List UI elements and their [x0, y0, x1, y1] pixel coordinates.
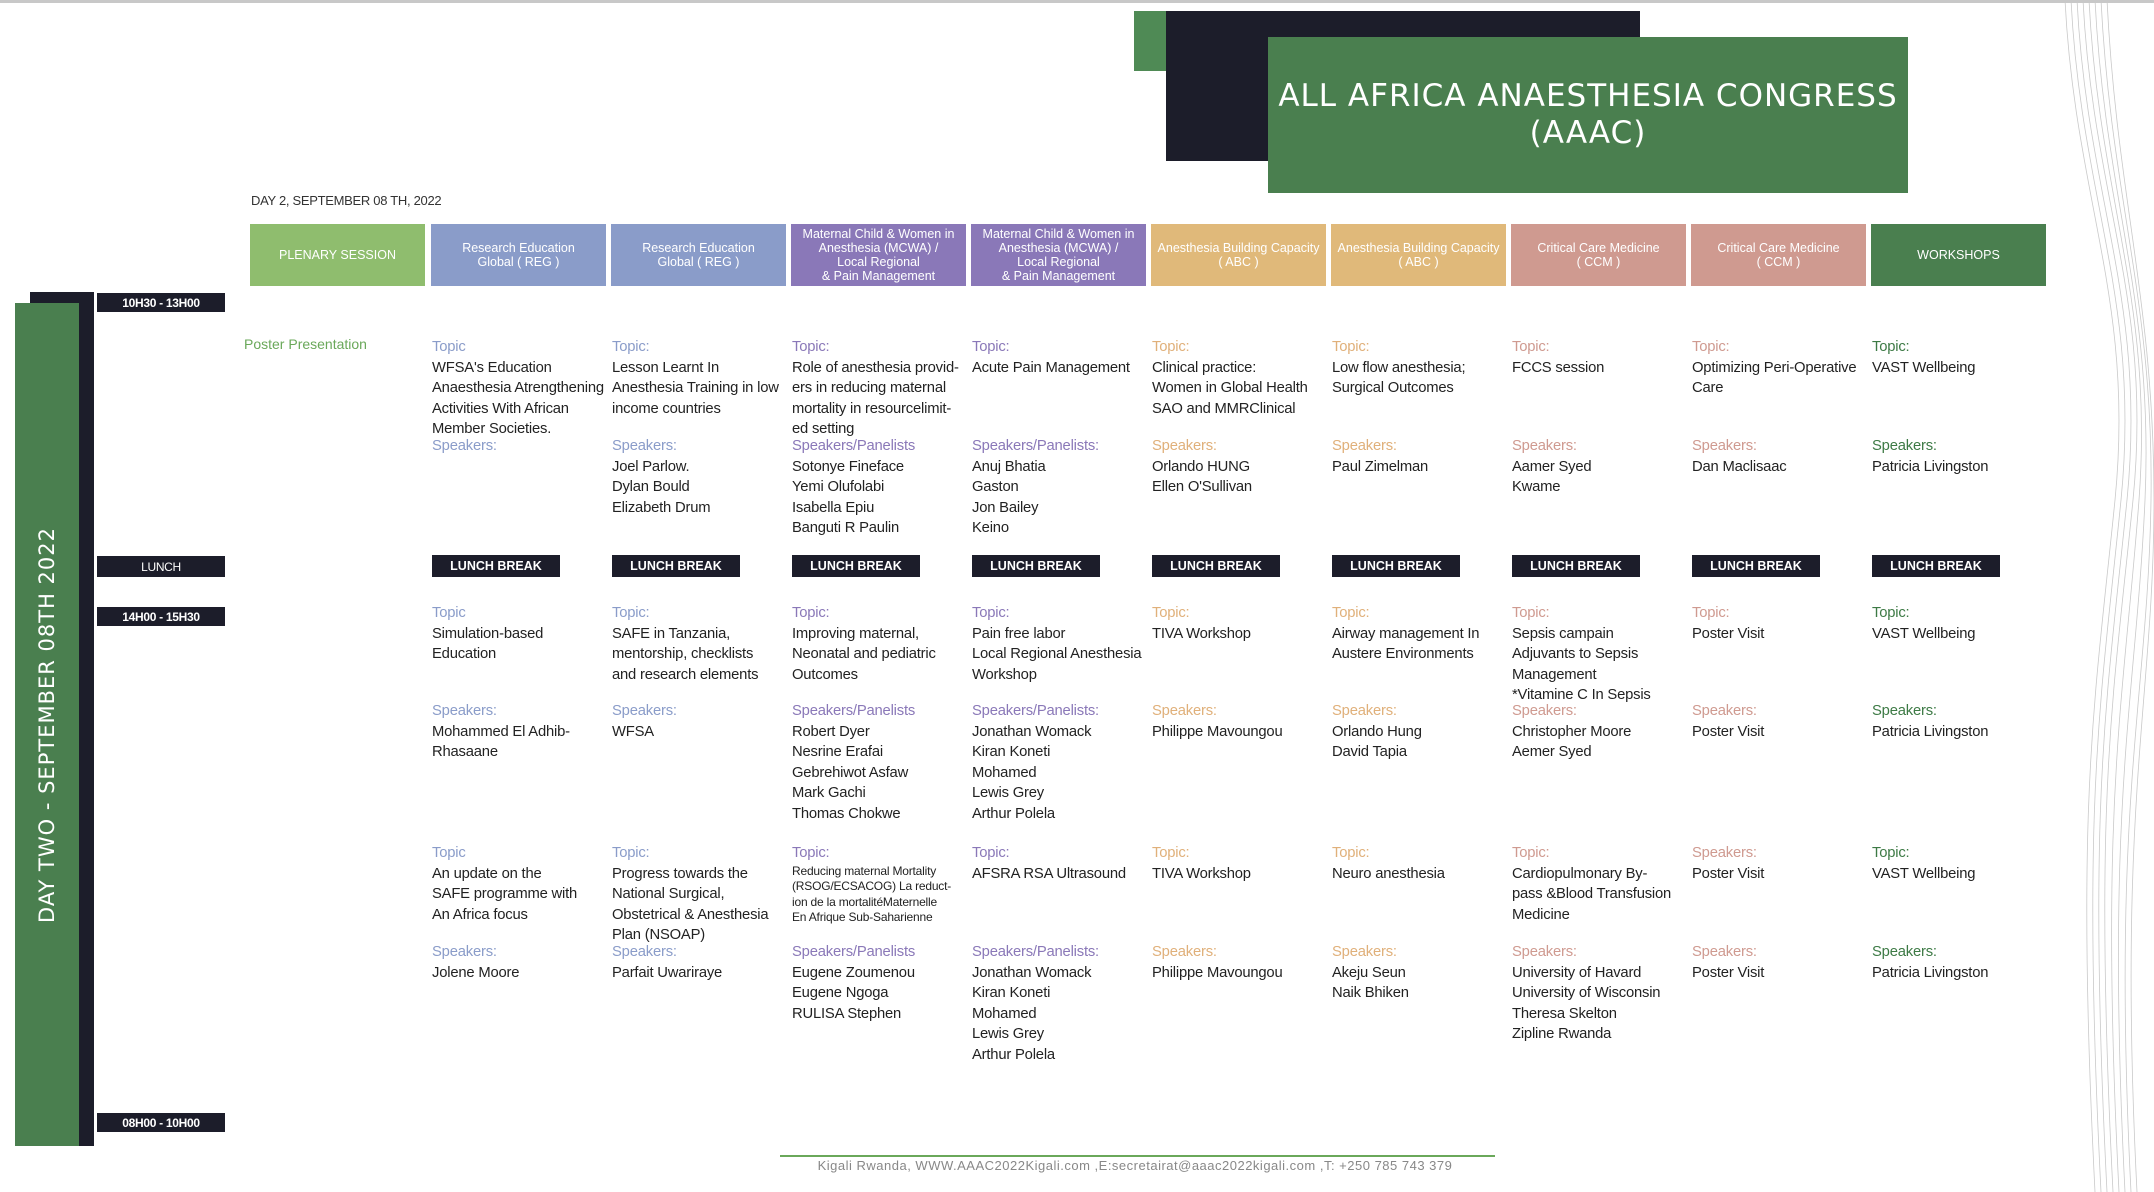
session-topic [1152, 603, 1328, 644]
topic-text: VAST Wellbeing [1872, 865, 1976, 882]
session-speakers [792, 436, 968, 539]
speakers-text: Paul Zimelman [1332, 458, 1429, 475]
topic-label: Topic: [1872, 605, 1910, 621]
topic-label: Topic: [972, 605, 1010, 621]
session-topic [432, 843, 608, 925]
speakers-label: Speakers: [1152, 438, 1217, 454]
topic-label: Topic: [1152, 845, 1190, 861]
track-header: Maternal Child & Women in Anesthesia (MCWA) / Local Regional & Pain Management [971, 224, 1146, 286]
topic-text: Clinical practice: Women in Global Health SAO and MMRClinical [1152, 359, 1308, 417]
session-topic [1872, 603, 2048, 644]
session-speakers [1512, 701, 1688, 763]
topic-text: Acute Pain Management [972, 359, 1130, 376]
track-header: PLENARY SESSION [250, 224, 425, 286]
session-topic [432, 603, 608, 665]
speakers-label: Speakers: [1692, 438, 1757, 454]
topic-text: Pain free labor Local Regional Anesthesia Workshop [972, 625, 1142, 683]
topic-text: TIVA Workshop [1152, 865, 1251, 882]
topic-label: Topic: [1512, 605, 1550, 621]
footer-divider [780, 1155, 1495, 1157]
speakers-text: Christopher Moore Aemer Syed [1512, 723, 1632, 760]
topic-label: Topic: [612, 605, 650, 621]
speakers-text: Patricia Livingston [1872, 723, 1989, 740]
session-speakers [972, 701, 1148, 824]
session-topic [792, 843, 968, 926]
session-topic [1872, 337, 2048, 378]
track-header: Research Education Global ( REG ) [611, 224, 786, 286]
session-speakers [1512, 942, 1688, 1045]
session-topic [972, 337, 1148, 378]
session-topic [432, 337, 608, 440]
topic-text: AFSRA RSA Ultrasound [972, 865, 1126, 882]
speakers-label: Speakers: [1872, 438, 1937, 454]
session-speakers [792, 701, 968, 824]
speakers-label: Speakers: [432, 438, 497, 454]
speakers-text: Eugene Zoumenou Eugene Ngoga RULISA Stephen [792, 964, 915, 1022]
topic-text: Cardiopulmonary By- pass &Blood Transfusion Medicine [1512, 865, 1672, 923]
topic-text: Progress towards the National Surgical, Obstetrical & Anesthesia Plan (NSOAP) [612, 865, 769, 943]
lunch-break-badge: LUNCH BREAK [1872, 555, 2000, 577]
session-speakers [972, 942, 1148, 1065]
speakers-label: Speakers: [1872, 703, 1937, 719]
speakers-text: Robert Dyer Nesrine Erafai Gebrehiwot Asfaw Mark Gachi Thomas Chokwe [792, 723, 909, 822]
session-speakers [612, 436, 788, 518]
topic-text: Optimizing Peri-Operative Care [1692, 359, 1857, 396]
speakers-label: Speakers: [1332, 438, 1397, 454]
topic-label: Speakers: [1692, 845, 1757, 861]
speakers-label: Speakers: [1512, 703, 1577, 719]
session-speakers [1332, 436, 1508, 477]
footer-contact: Kigali Rwanda, WWW.AAAC2022Kigali.com ,E:secretairat@aaac2022kigali.com ,T: +250 785 743 379 [817, 1158, 1453, 1173]
speakers-label: Speakers/Panelists [792, 944, 916, 960]
session-topic [1512, 603, 1688, 706]
session-topic [792, 603, 968, 685]
session-topic [972, 843, 1148, 884]
time-slot-lunch: LUNCH [97, 556, 225, 577]
speakers-text: Mohammed El Adhib- Rhasaane [432, 723, 570, 760]
session-speakers [1332, 701, 1508, 763]
speakers-text: Jonathan Womack Kiran Koneti Mohamed Lewis Grey Arthur Polela [972, 964, 1092, 1063]
session-speakers [1872, 436, 2048, 477]
track-header: WORKSHOPS [1871, 224, 2046, 286]
topic-text: FCCS session [1512, 359, 1605, 376]
topic-label: Topic: [792, 605, 830, 621]
speakers-text: Parfait Uwariraye [612, 964, 723, 981]
session-speakers [1692, 436, 1868, 477]
speakers-label: Speakers: [1152, 944, 1217, 960]
topic-text: Poster Visit [1692, 625, 1765, 642]
speakers-label: Speakers: [1692, 703, 1757, 719]
topic-text: VAST Wellbeing [1872, 625, 1976, 642]
session-speakers [432, 436, 608, 457]
speakers-text: Patricia Livingston [1872, 458, 1989, 475]
topic-label: Topic: [1872, 339, 1910, 355]
topic-label: Topic: [1152, 605, 1190, 621]
session-speakers [792, 942, 968, 1024]
speakers-text: Philippe Mavoungou [1152, 964, 1283, 981]
session-topic [612, 603, 788, 685]
lunch-break-badge: LUNCH BREAK [612, 555, 740, 577]
topic-text: Neuro anesthesia [1332, 865, 1445, 882]
topic-text: SAFE in Tanzania, mentorship, checklists and research elements [612, 625, 759, 683]
session-topic [792, 337, 968, 440]
speakers-text: Jolene Moore [432, 964, 520, 981]
top-border [0, 0, 2154, 3]
topic-text: Simulation-based Education [432, 625, 544, 662]
time-slot-early: 08H00 - 10H00 [97, 1113, 225, 1132]
time-slot-morning: 10H30 - 13H00 [97, 293, 225, 312]
topic-label: Topic: [972, 339, 1010, 355]
speakers-label: Speakers: [612, 438, 677, 454]
session-speakers [612, 701, 788, 742]
session-speakers [1872, 701, 2048, 742]
speakers-text: Philippe Mavoungou [1152, 723, 1283, 740]
speakers-label: Speakers/Panelists: [972, 438, 1099, 454]
lunch-break-badge: LUNCH BREAK [1692, 555, 1820, 577]
time-slot-afternoon: 14H00 - 15H30 [97, 607, 225, 626]
session-topic [1512, 337, 1688, 378]
track-header: Research Education Global ( REG ) [431, 224, 606, 286]
session-topic [1692, 603, 1868, 644]
speakers-label: Speakers: [1872, 944, 1937, 960]
topic-text: Sepsis campain Adjuvants to Sepsis Management *Vitamine C In Sepsis [1512, 625, 1651, 703]
topic-text: TIVA Workshop [1152, 625, 1251, 642]
topic-label: Topic: [1692, 339, 1730, 355]
session-topic [1692, 843, 1868, 884]
topic-label: Topic: [1332, 845, 1370, 861]
session-topic [1152, 843, 1328, 884]
topic-text: Low flow anesthesia; Surgical Outcomes [1332, 359, 1466, 396]
session-speakers [612, 942, 788, 983]
topic-text: Poster Visit [1692, 865, 1765, 882]
speakers-label: Speakers: [612, 944, 677, 960]
lunch-break-badge: LUNCH BREAK [1512, 555, 1640, 577]
session-topic [1332, 843, 1508, 884]
topic-text: Reducing maternal Mortality (RSOG/ECSACOG) La reduct- ion de la mortalitéMaternelle En Afrique Sub-Saharienne [792, 863, 952, 924]
speakers-text: Akeju Seun Naik Bhiken [1332, 964, 1409, 1001]
speakers-text: Patricia Livingston [1872, 964, 1989, 981]
session-speakers [432, 942, 608, 983]
topic-label: Topic [432, 845, 466, 861]
session-speakers [1692, 701, 1868, 742]
session-speakers [1872, 942, 2048, 983]
topic-label: Topic: [1512, 845, 1550, 861]
speakers-label: Speakers/Panelists [792, 438, 916, 454]
topic-text: An update on the SAFE programme with An Africa focus [432, 865, 578, 923]
topic-label: Topic: [612, 339, 650, 355]
speakers-text: Joel Parlow. Dylan Bould Elizabeth Drum [612, 458, 711, 516]
speakers-label: Speakers: [432, 703, 497, 719]
speakers-label: Speakers: [1332, 944, 1397, 960]
lunch-break-badge: LUNCH BREAK [792, 555, 920, 577]
track-header: Anesthesia Building Capacity ( ABC ) [1151, 224, 1326, 286]
day-sidebar-label: DAY TWO - SEPTEMBER 08TH 2022 [35, 526, 59, 923]
lunch-break-badge: LUNCH BREAK [1332, 555, 1460, 577]
session-topic [1872, 843, 2048, 884]
track-header: Critical Care Medicine ( CCM ) [1511, 224, 1686, 286]
topic-label: Topic: [792, 845, 830, 861]
session-speakers [972, 436, 1148, 539]
session-topic [612, 843, 788, 946]
session-topic [1152, 337, 1328, 419]
session-speakers [1692, 942, 1868, 983]
session-topic [1332, 337, 1508, 399]
speakers-label: Speakers/Panelists: [972, 944, 1099, 960]
lunch-break-badge: LUNCH BREAK [972, 555, 1100, 577]
topic-label: Topic: [1872, 845, 1910, 861]
track-header: Maternal Child & Women in Anesthesia (MCWA) / Local Regional & Pain Management [791, 224, 966, 286]
speakers-label: Speakers: [612, 703, 677, 719]
topic-text: Lesson Learnt In Anesthesia Training in low income countries [612, 359, 779, 417]
topic-label: Topic [432, 605, 466, 621]
session-speakers [1512, 436, 1688, 498]
track-header: Critical Care Medicine ( CCM ) [1691, 224, 1866, 286]
lunch-break-badge: LUNCH BREAK [432, 555, 560, 577]
speakers-text: Aamer Syed Kwame [1512, 458, 1592, 495]
speakers-text: Orlando HUNG Ellen O'Sullivan [1152, 458, 1252, 495]
session-speakers [432, 701, 608, 763]
speakers-label: Speakers: [1512, 438, 1577, 454]
topic-label: Topic: [972, 845, 1010, 861]
speakers-label: Speakers/Panelists [792, 703, 916, 719]
speakers-label: Speakers: [1332, 703, 1397, 719]
topic-label: Topic [432, 339, 466, 355]
poster-presentation: Poster Presentation [244, 336, 367, 352]
topic-text: Airway management In Austere Environments [1332, 625, 1480, 662]
session-speakers [1152, 701, 1328, 742]
session-speakers [1152, 436, 1328, 498]
speakers-text: WFSA [612, 723, 654, 740]
topic-text: Improving maternal, Neonatal and pediatric Outcomes [792, 625, 936, 683]
decorative-waves [2055, 0, 2154, 1192]
topic-label: Topic: [612, 845, 650, 861]
topic-text: VAST Wellbeing [1872, 359, 1976, 376]
track-header: Anesthesia Building Capacity ( ABC ) [1331, 224, 1506, 286]
day-date: DAY 2, SEPTEMBER 08 TH, 2022 [251, 193, 442, 208]
session-speakers [1332, 942, 1508, 1004]
topic-label: Topic: [1332, 339, 1370, 355]
topic-text: Role of anesthesia provid- ers in reducing maternal mortality in resourcelimit- ed setting [792, 359, 959, 437]
session-topic [612, 337, 788, 419]
speakers-text: Anuj Bhatia Gaston Jon Bailey Keino [972, 458, 1046, 536]
topic-label: Topic: [792, 339, 830, 355]
speakers-text: Dan Maclisaac [1692, 458, 1787, 475]
speakers-label: Speakers/Panelists: [972, 703, 1099, 719]
speakers-text: Poster Visit [1692, 723, 1765, 740]
session-topic [1692, 337, 1868, 399]
topic-label: Topic: [1692, 605, 1730, 621]
topic-label: Topic: [1512, 339, 1550, 355]
session-topic [1512, 843, 1688, 925]
speakers-label: Speakers: [432, 944, 497, 960]
topic-text: WFSA's Education Anaesthesia Atrengthening Activities With African Member Societies. [432, 359, 604, 437]
congress-title: ALL AFRICA ANAESTHESIA CONGRESS (AAAC) [1268, 37, 1908, 193]
speakers-text: University of Havard University of Wisconsin Theresa Skelton Zipline Rwanda [1512, 964, 1661, 1042]
speakers-label: Speakers: [1692, 944, 1757, 960]
session-topic [972, 603, 1148, 685]
speakers-label: Speakers: [1512, 944, 1577, 960]
speakers-text: Sotonye Fineface Yemi Olufolabi Isabella Epiu Banguti R Paulin [792, 458, 904, 536]
speakers-label: Speakers: [1152, 703, 1217, 719]
speakers-text: Poster Visit [1692, 964, 1765, 981]
speakers-text: Orlando Hung David Tapia [1332, 723, 1422, 760]
speakers-text: Jonathan Womack Kiran Koneti Mohamed Lewis Grey Arthur Polela [972, 723, 1092, 822]
topic-label: Topic: [1152, 339, 1190, 355]
session-speakers [1152, 942, 1328, 983]
topic-label: Topic: [1332, 605, 1370, 621]
lunch-break-badge: LUNCH BREAK [1152, 555, 1280, 577]
session-topic [1332, 603, 1508, 665]
